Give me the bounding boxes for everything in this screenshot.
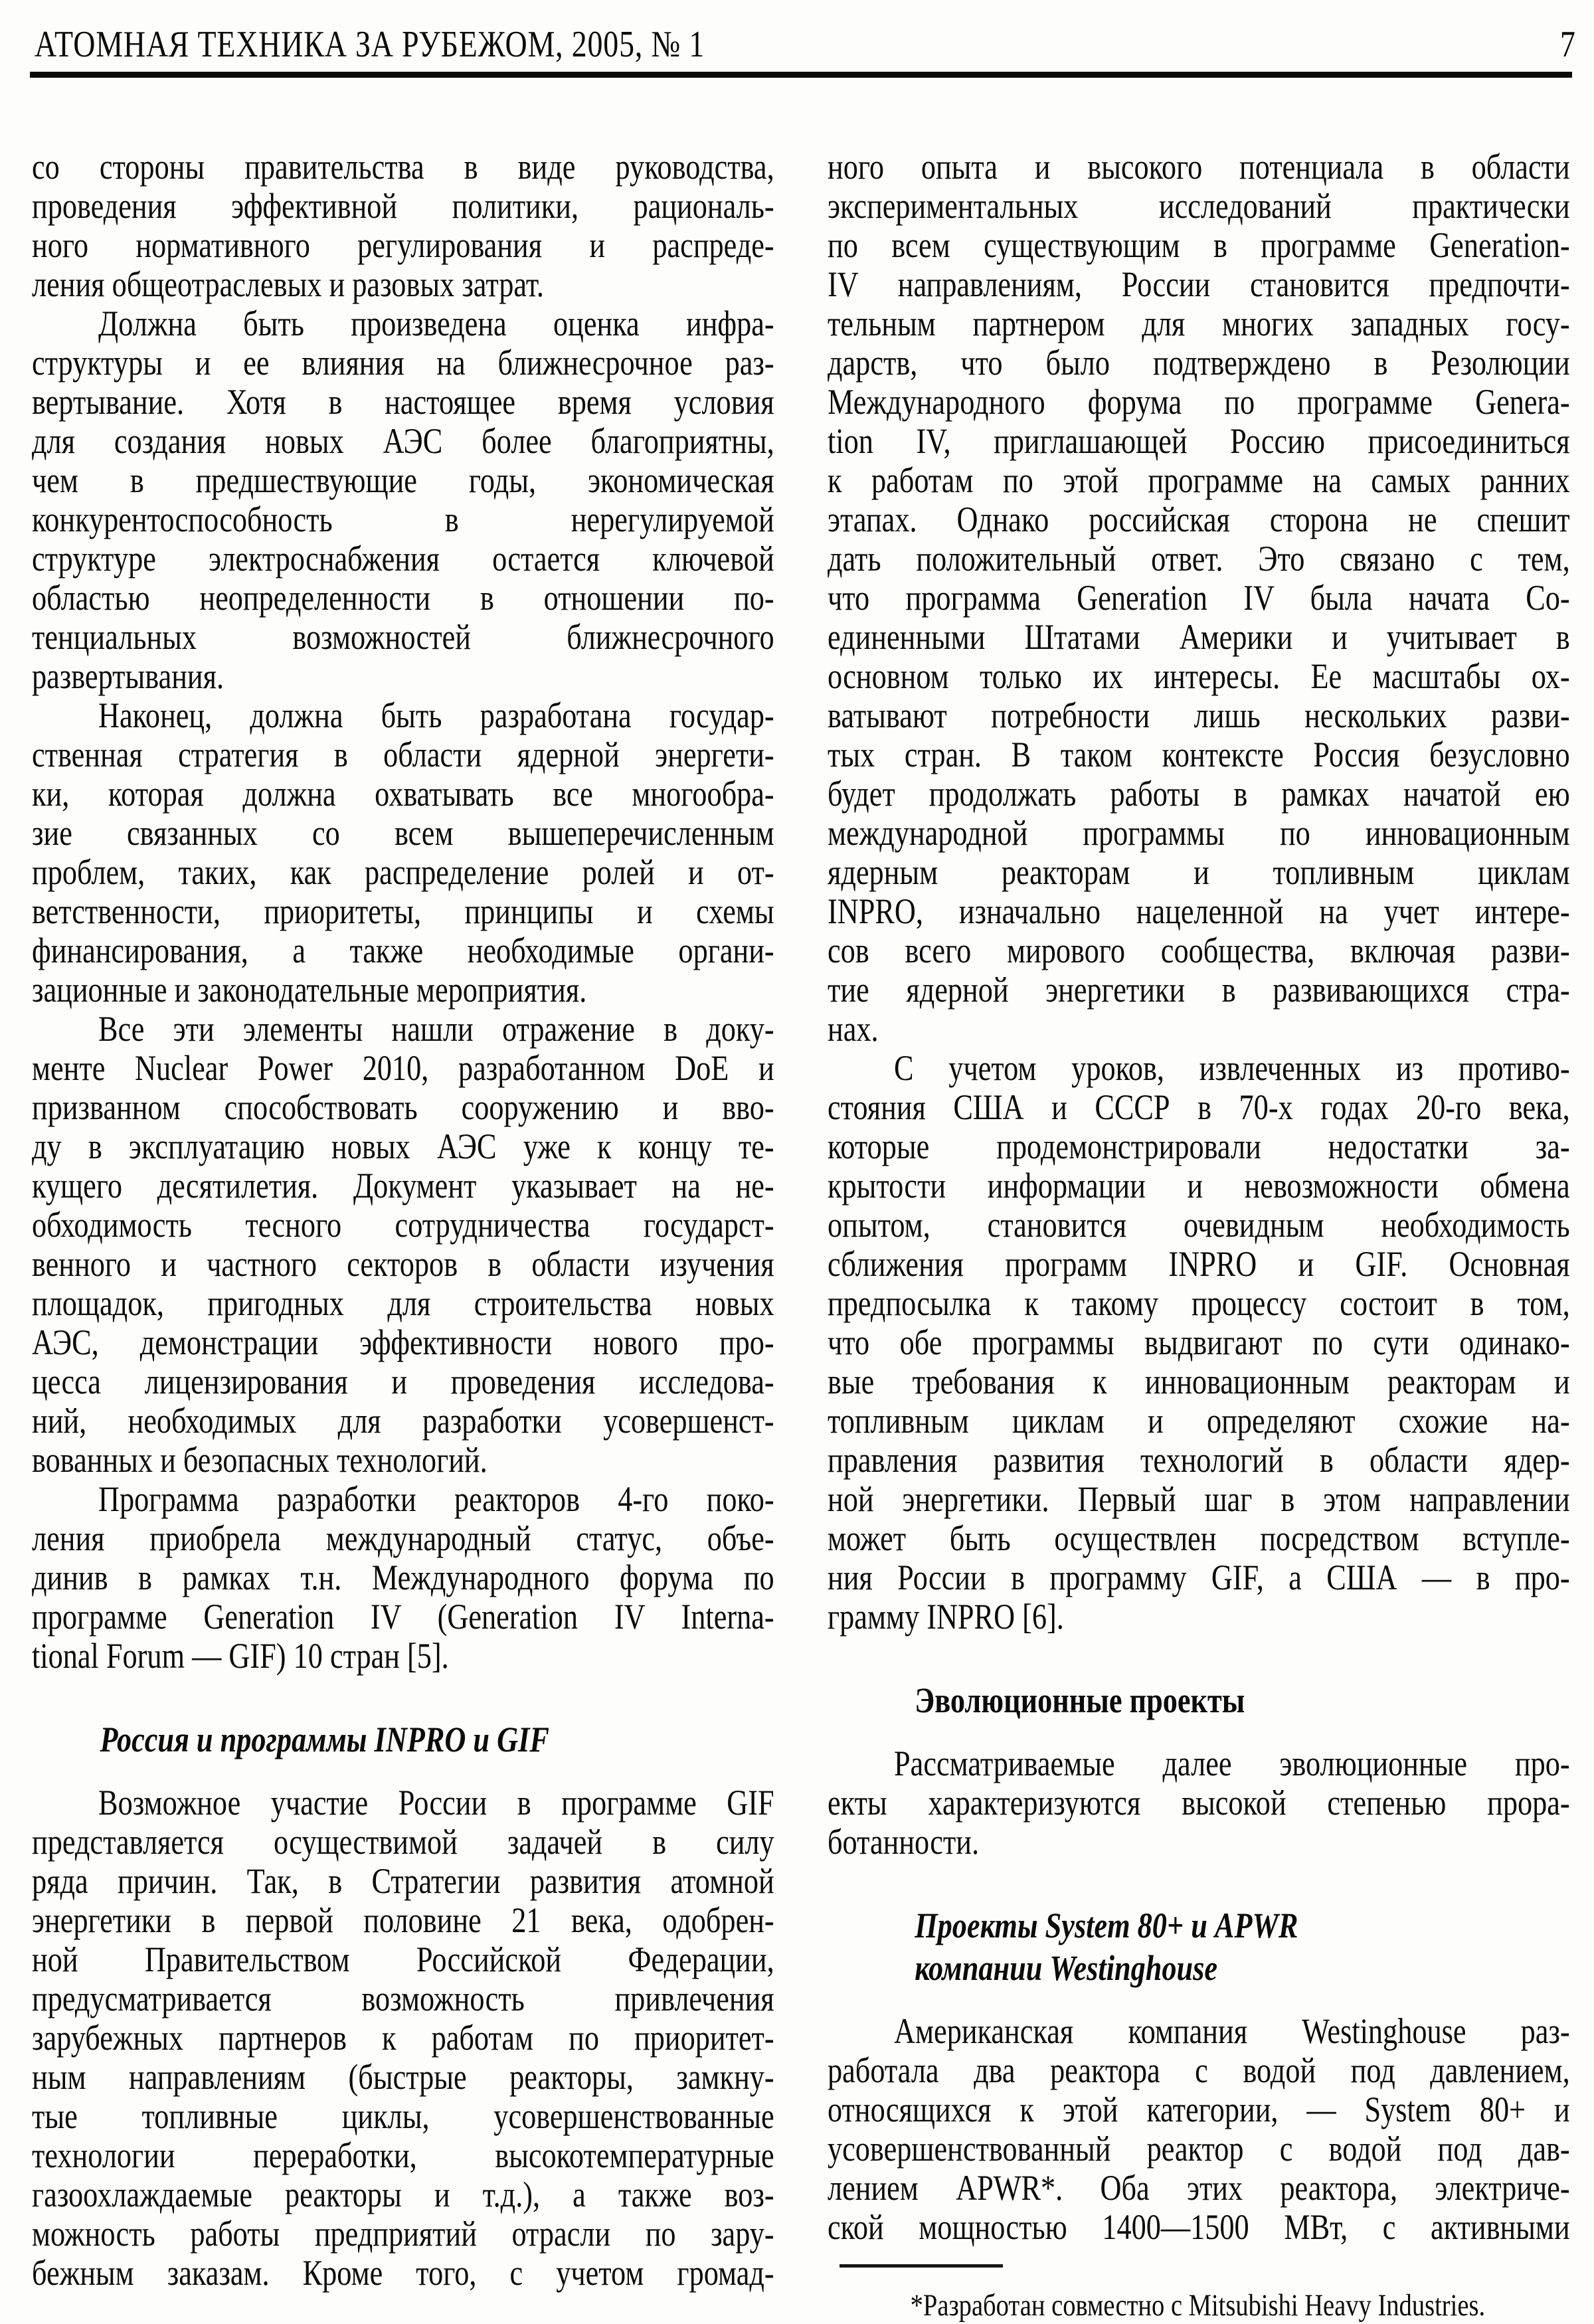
text-line: к работам по этой программе на самых ранних xyxy=(828,460,1570,500)
text-line: представляется осуществимой задачей в силу xyxy=(32,1822,774,1862)
text-line: энергетики в первой половине 21 века, одобрен- xyxy=(32,1900,774,1940)
text-line: IV направлениям, России становится предпочти- xyxy=(828,264,1570,304)
text-line: этапах. Однако российская сторона не спешит xyxy=(828,499,1570,539)
text-line: екты характеризуются высокой степенью прора- xyxy=(828,1783,1570,1823)
text-line: предусматривается возможность привлечения xyxy=(32,1979,774,2018)
text-line: АЭС, демонстрации эффективности нового про- xyxy=(32,1322,774,1362)
text-line: газоохлаждаемые реакторы и т.д.), а также воз- xyxy=(32,2175,774,2214)
text-line: сов всего мирового сообщества, включая разви- xyxy=(828,931,1570,970)
text-line: единенными Штатами Америки и учитывает в xyxy=(828,617,1570,657)
text-line: динив в рамках т.н. Международного форума по xyxy=(32,1558,774,1597)
text-line: конкурентоспособность в нерегулируемой xyxy=(32,499,774,539)
paragraph xyxy=(32,1480,774,1676)
text-line: относящихся к этой категории, — System 80+ и xyxy=(828,2090,1570,2129)
text-line: лением APWR*. Оба этих реактора, электриче- xyxy=(828,2168,1570,2208)
text-line: INPRO, изначально нацеленной на учет интере- xyxy=(828,891,1570,931)
text-line: ного нормативного регулирования и распреде- xyxy=(32,225,774,265)
heading-line: Россия и программы INPRO и GIF xyxy=(100,1720,549,1759)
heading-line: Проекты System 80+ и APWR xyxy=(915,1906,1298,1945)
text-line: ственная стратегия в области ядерной энергети- xyxy=(32,735,774,774)
footnote xyxy=(828,2264,1570,2323)
text-line: ядерным реакторам и топливным циклам xyxy=(828,852,1570,892)
text-line: областью неопределенности в отношении по- xyxy=(32,578,774,618)
text-line: экспериментальных исследований практически xyxy=(828,186,1570,226)
text-line: tion IV, приглашающей Россию присоединиться xyxy=(828,421,1570,461)
text-line: тых стран. В таком контексте Россия безусловно xyxy=(828,735,1570,774)
text-line: кущего десятилетия. Документ указывает на не- xyxy=(32,1166,774,1206)
text-line: что обе программы выдвигают по сути одинако- xyxy=(828,1322,1570,1362)
paragraph xyxy=(32,304,774,696)
text-line: зие связанных со всем вышеперечисленным xyxy=(32,813,774,853)
text-line: тые топливные циклы, усовершенствованные xyxy=(32,2096,774,2136)
text-line: менте Nuclear Power 2010, разработанном DoE и xyxy=(32,1048,774,1088)
text-line: Наконец, должна быть разработана государ- xyxy=(98,695,774,735)
text-line: tional Forum — GIF) 10 стран [5]. xyxy=(32,1636,449,1676)
text-line: вертывание. Хотя в настоящее время условия xyxy=(32,382,774,422)
paragraph xyxy=(32,1010,774,1480)
text-line: опытом, становится очевидным необходимость xyxy=(828,1205,1570,1245)
text-line: тельным партнером для многих западных госу- xyxy=(828,304,1570,343)
heading-line: Эволюционные проекты xyxy=(915,1680,1245,1720)
text-line: ватывают потребности лишь нескольких разви- xyxy=(828,695,1570,735)
text-line: по всем существующим в программе Generation- xyxy=(828,225,1570,265)
text-line: тие ядерной энергетики в развивающихся стра- xyxy=(828,970,1570,1010)
text-line: проведения эффективной политики, рациональ- xyxy=(32,186,774,226)
text-line: основном только их интересы. Ее масштабы ох- xyxy=(828,656,1570,696)
column-left xyxy=(32,147,774,2323)
text-line: чем в предшествующие годы, экономическая xyxy=(32,460,774,500)
header-rule xyxy=(30,72,1572,78)
text-line: Программа разработки реакторов 4-го поко- xyxy=(98,1479,774,1519)
text-line: работала два реактора с водой под давлением, xyxy=(828,2050,1570,2090)
text-line: проблем, таких, как распределение ролей и от- xyxy=(32,852,774,892)
text-line: вые требования к инновационным реакторам и xyxy=(828,1362,1570,1401)
text-line: предпосылка к такому процессу состоит в том, xyxy=(828,1283,1570,1323)
text-line: площадок, пригодных для строительства новых xyxy=(32,1283,774,1323)
text-line: ки, которая должна охватывать все многообра- xyxy=(32,774,774,814)
text-line: ряда причин. Так, в Стратегии развития атомной xyxy=(32,1861,774,1901)
page-content xyxy=(32,147,1573,2323)
text-line: структуры и ее влияния на ближнесрочное раз- xyxy=(32,343,774,383)
paragraph xyxy=(828,2012,1570,2247)
text-line: усовершенствованный реактор с водой под дав- xyxy=(828,2129,1570,2169)
page-header xyxy=(35,24,1576,65)
text-line: топливным циклам и определяют схожие на- xyxy=(828,1401,1570,1441)
text-line: стояния США и СССР в 70-х годах 20-го века, xyxy=(828,1087,1570,1127)
text-line: ния России в программу GIF, а США — в про- xyxy=(828,1558,1570,1597)
paragraph xyxy=(32,147,774,304)
text-line: ний, необходимых для разработки усовершенст- xyxy=(32,1401,774,1441)
text-line: зационные и законодательные мероприятия. xyxy=(32,970,587,1010)
page-number: 7 xyxy=(1559,24,1576,65)
heading-line: компании Westinghouse xyxy=(915,1948,1218,1988)
heading-system80-apwr xyxy=(915,1904,1569,1989)
text-line: ной энергетики. Первый шаг в этом направлении xyxy=(828,1479,1570,1519)
text-line: зарубежных партнеров к работам по приоритет- xyxy=(32,2018,774,2058)
text-line: технологии переработки, высокотемпературные xyxy=(32,2135,774,2175)
text-line: дарств, что было подтверждено в Резолюции xyxy=(828,343,1570,383)
text-line: ления приобрела международный статус, объе- xyxy=(32,1518,774,1558)
text-line: международной программы по инновационным xyxy=(828,813,1570,853)
heading-evolutionary-projects xyxy=(915,1679,1569,1722)
paragraph xyxy=(828,1744,1570,1862)
heading-russia-inpro-gif xyxy=(100,1718,774,1761)
text-line: цесса лицензирования и проведения исследова- xyxy=(32,1362,774,1401)
text-line: дать положительный ответ. Это связано с тем, xyxy=(828,539,1570,579)
text-line: призванном способствовать сооружению и вво- xyxy=(32,1087,774,1127)
footnote-text: *Разработан совместно с Mitsubishi Heavy Industries. xyxy=(910,2288,1486,2323)
paragraph xyxy=(828,147,1570,1049)
text-line: ду в эксплуатацию новых АЭС уже к концу те- xyxy=(32,1126,774,1166)
text-line: крытости информации и невозможности обмена xyxy=(828,1166,1570,1206)
text-line: сближения программ INPRO и GIF. Основная xyxy=(828,1244,1570,1284)
text-line: ления общеотраслевых и разовых затрат. xyxy=(32,264,544,304)
text-line: ным направлениям (быстрые реакторы, замкну- xyxy=(32,2057,774,2097)
text-line: будет продолжать работы в рамках начатой ею xyxy=(828,774,1570,814)
text-line: финансирования, а также необходимые органи- xyxy=(32,931,774,970)
text-line: можность работы предприятий отрасли по зару- xyxy=(32,2214,774,2254)
text-line: Все эти элементы нашли отражение в доку- xyxy=(98,1009,774,1049)
column-right-text xyxy=(828,147,1570,2323)
text-line: для создания новых АЭС более благоприятны, xyxy=(32,421,774,461)
text-line: Американская компания Westinghouse раз- xyxy=(894,2011,1570,2051)
text-line: ветственности, приоритеты, принципы и схемы xyxy=(32,891,774,931)
text-line: может быть осуществлен посредством вступле- xyxy=(828,1518,1570,1558)
text-line: венного и частного секторов в области изучения xyxy=(32,1244,774,1284)
text-line: ботанности. xyxy=(828,1822,980,1862)
text-line: ной Правительством Российской Федерации, xyxy=(32,1939,774,1979)
text-line: ного опыта и высокого потенциала в области xyxy=(828,147,1570,187)
text-line: нах. xyxy=(828,1009,879,1049)
text-line: вованных и безопасных технологий. xyxy=(32,1440,487,1480)
paragraph xyxy=(828,1049,1570,1637)
text-line: бежным заказам. Кроме того, с учетом громад- xyxy=(32,2253,774,2293)
text-line: тенциальных возможностей ближнесрочного xyxy=(32,617,774,657)
text-line: грамму INPRO [6]. xyxy=(828,1597,1064,1637)
column-right xyxy=(828,147,1570,2323)
paragraph xyxy=(32,1783,774,2293)
text-line: со стороны правительства в виде руководства, xyxy=(32,147,774,187)
text-line: что программа Generation IV была начата Со- xyxy=(828,578,1570,618)
paragraph xyxy=(32,696,774,1010)
text-line: программе Generation IV (Generation IV Interna- xyxy=(32,1597,774,1637)
text-line: Возможное участие России в программе GIF xyxy=(98,1783,774,1823)
text-line: которые продемонстрировали недостатки за- xyxy=(828,1126,1570,1166)
text-line: ской мощностью 1400—1500 МВт, с активными xyxy=(828,2207,1570,2247)
text-line: структуре электроснабжения остается ключевой xyxy=(32,539,774,579)
text-line: обходимость тесного сотрудничества государст- xyxy=(32,1205,774,1245)
text-line: С учетом уроков, извлеченных из противо- xyxy=(894,1048,1570,1088)
text-line: Должна быть произведена оценка инфра- xyxy=(98,304,774,343)
text-line: правления развития технологий в области ядер- xyxy=(828,1440,1570,1480)
text-line: Рассматриваемые далее эволюционные про- xyxy=(894,1743,1570,1783)
text-line: развертывания. xyxy=(32,656,224,696)
footnote-rule xyxy=(840,2264,1003,2268)
journal-title: АТОМНАЯ ТЕХНИКА ЗА РУБЕЖОМ, 2005, № 1 xyxy=(35,24,705,65)
text-line: Международного форума по программе Genera- xyxy=(828,382,1570,422)
column-left-text xyxy=(32,147,774,2293)
